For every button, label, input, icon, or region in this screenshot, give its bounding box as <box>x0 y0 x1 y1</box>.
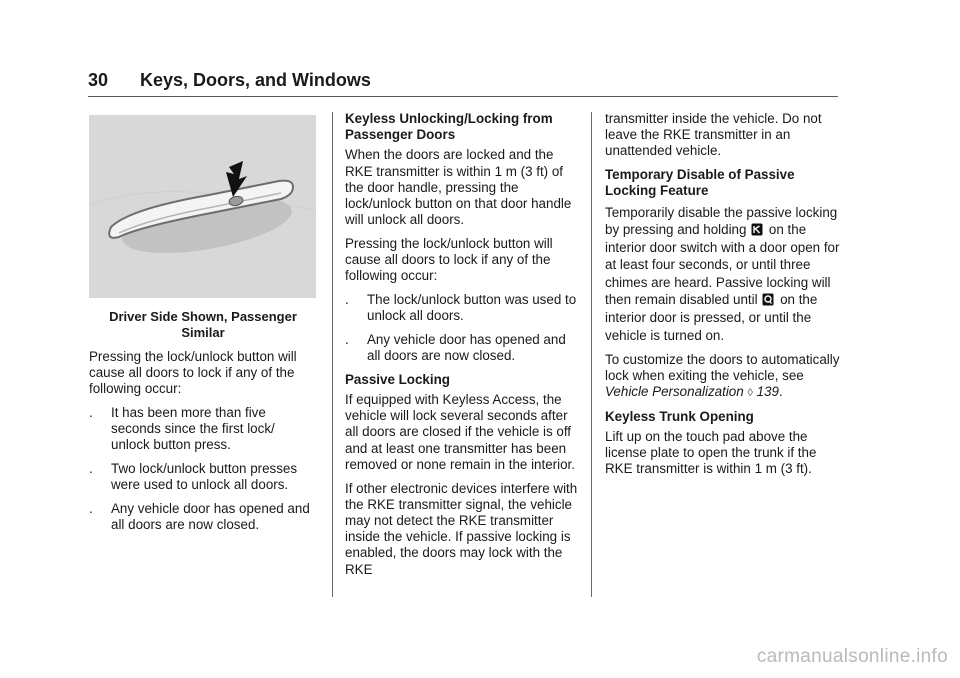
body-text: Temporarily disable the passive locking by pressing and holding on the interior door switch with a door open for at least four seconds, or until three chimes are heard. Passive locking will then remain disabled until on the interior door is pressed, or until the vehicle is turned on. <box>605 204 840 343</box>
section-heading: Passive Locking <box>345 371 450 387</box>
page-number: 30 <box>88 70 109 90</box>
left-column <box>89 115 317 541</box>
chapter-title: Keys, Doors, and Windows <box>140 70 371 90</box>
column-divider-1 <box>332 112 333 597</box>
list-item: . Any vehicle door has opened and all doors are now closed. <box>345 331 566 364</box>
unlock-button-icon <box>762 293 774 306</box>
lock-button-icon <box>751 223 763 236</box>
body-text: If other electronic devices interfere with the RKE transmitter signal, the vehicle may not detect the RKE transmitter inside the vehicle. If passive locking is enabled, the doors may lock with the RKE <box>345 480 578 577</box>
page-header <box>88 66 838 97</box>
column-divider-2 <box>591 112 592 597</box>
left-intro-text: Pressing the lock/unlock button will cause all doors to lock if any of the following occur: <box>89 348 297 396</box>
section-heading: Keyless Trunk Opening <box>605 408 754 424</box>
body-text: Pressing the lock/unlock button will cause all doors to lock if any of the following occur: <box>345 235 553 284</box>
list-item: . It has been more than five seconds since the first lock/ unlock button press. <box>89 404 275 453</box>
list-item: . Two lock/unlock button presses were used to unlock all doors. <box>89 460 298 492</box>
body-text: transmitter inside the vehicle. Do not leave the RKE transmitter in an unattended vehicle. <box>605 111 822 159</box>
door-handle-icon <box>89 115 316 298</box>
section-heading: Temporary Disable of Passive Locking Feature <box>605 167 795 199</box>
list-item: . The lock/unlock button was used to unlock all doors. <box>345 292 577 324</box>
middle-column <box>345 111 581 585</box>
watermark: carmanualsonline.info <box>756 646 948 667</box>
list-item: . Any vehicle door has opened and all doors are now closed. <box>89 500 310 532</box>
figure-caption: Driver Side Shown, Passenger Similar <box>109 309 297 340</box>
door-handle-illustration <box>89 115 316 298</box>
cross-reference-page[interactable]: 139 <box>756 384 779 400</box>
cross-reference-link[interactable]: Vehicle Personalization <box>605 384 744 400</box>
body-text: Lift up on the touch pad above the license plate to open the trunk if the RKE transmitter is within 1 m (3 ft). <box>605 429 817 477</box>
page-ref-icon: ◊ <box>747 387 753 400</box>
body-text: If equipped with Keyless Access, the vehicle will lock several seconds after all doors are closed if the vehicle is off and at least one transmitter has been removed or none remain in the interior. <box>345 392 575 472</box>
right-column <box>605 111 841 485</box>
body-text: When the doors are locked and the RKE transmitter is within 1 m (3 ft) of the door handle, pressing the lock/unlock button on that door handle will unlock all doors. <box>345 147 572 228</box>
body-text: To customize the doors to automatically lock when exiting the vehicle, see Vehicle Personalization ◊ 139. <box>605 351 840 400</box>
section-heading: Keyless Unlocking/Locking from Passenger Doors <box>345 111 553 143</box>
